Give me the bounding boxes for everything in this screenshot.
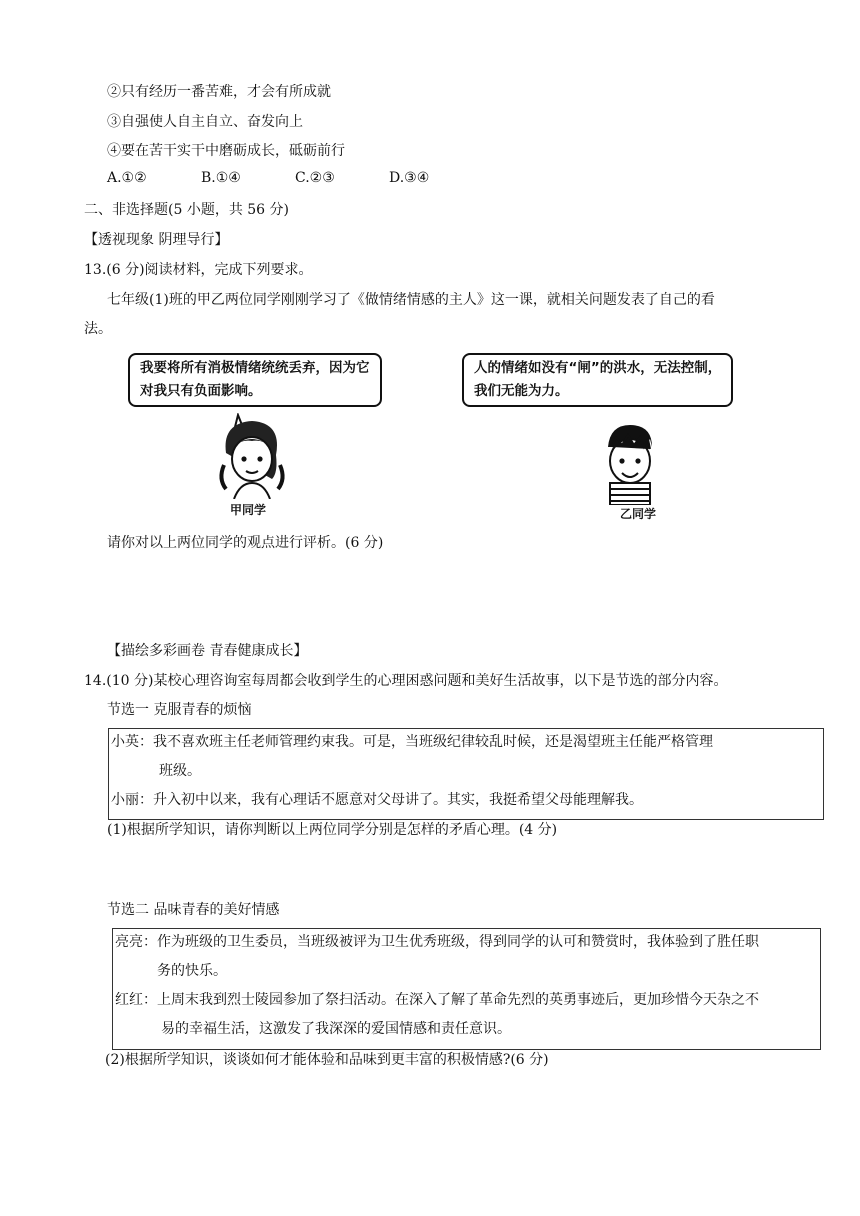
girl-figure-icon — [212, 413, 292, 499]
option-d: D.③④ — [389, 170, 430, 186]
caption-a: 甲同学 — [230, 503, 267, 517]
bubble-b-line1: 人的情绪如没有“闸”的洪水，无法控制， — [474, 360, 722, 376]
q13-question: 请你对以上两位同学的观点进行评析。(6 分) — [107, 535, 384, 551]
box2-line3: 红红：上周末我到烈士陵园参加了祭扫活动。在深入了解了革命先烈的英勇事迹后，更加珍惜今天杂之不 — [115, 992, 759, 1008]
bubble-b-line2: 我们无能为力。 — [474, 383, 569, 399]
q14-sub2: (2)根据所学知识，谈谈如何才能体验和品味到更丰富的积极情感?(6 分) — [105, 1052, 549, 1068]
box2-line1: 亮亮：作为班级的卫生委员，当班级被评为卫生优秀班级，得到同学的认可和赞赏时，我体验到了胜任职 — [115, 934, 759, 950]
boy-figure-icon — [590, 417, 670, 505]
q13-material-line1: 七年级(1)班的甲乙两位同学刚刚学习了《做情绪情感的主人》这一课，就相关问题发表了自己的看 — [107, 292, 715, 308]
option-a: A.①② — [107, 170, 147, 186]
q14-sub1: (1)根据所学知识，请你判断以上两位同学分别是怎样的矛盾心理。(4 分) — [107, 822, 558, 838]
excerpt1-title: 节选一 克服青春的烦恼 — [107, 702, 252, 718]
q12-item-4: ④要在苦干实干中磨砺成长，砥砺前行 — [107, 143, 345, 159]
box1-line3: 小丽：升入初中以来，我有心理话不愿意对父母讲了。其实，我挺希望父母能理解我。 — [111, 792, 643, 808]
speech-bubble-a — [128, 353, 382, 407]
section-title: 二、非选择题(5 小题，共 56 分) — [84, 202, 289, 218]
option-b: B.①④ — [201, 170, 241, 186]
bubble-a-line2: 对我只有负面影响。 — [140, 383, 262, 399]
q12-item-2: ②只有经历一番苦难，才会有所成就 — [107, 84, 331, 100]
speech-bubble-b — [462, 353, 733, 407]
excerpt2-box — [112, 928, 821, 1050]
box2-line2: 务的快乐。 — [157, 963, 227, 979]
part2-heading: 【描绘多彩画卷 青春健康成长】 — [107, 643, 308, 659]
part1-heading: 【透视现象 阴理导行】 — [84, 232, 229, 248]
option-c: C.②③ — [295, 170, 335, 186]
q12-options — [107, 170, 483, 186]
box1-line1: 小英：我不喜欢班主任老师管理约束我。可是，当班级纪律较乱时候，还是渴望班主任能严格管理 — [111, 734, 713, 750]
excerpt1-box — [108, 728, 824, 820]
q14-stem: 14.(10 分)某校心理咨询室每周都会收到学生的心理困惑问题和美好生活故事，以下是节选的部分内容。 — [84, 673, 728, 689]
caption-b: 乙同学 — [620, 507, 657, 521]
box1-line2: 班级。 — [159, 763, 201, 779]
q13-material-line2: 法。 — [84, 321, 112, 337]
q12-item-3: ③自强使人自主自立、奋发向上 — [107, 114, 303, 130]
bubble-a-line1: 我要将所有消极情绪统统丢弃，因为它 — [140, 360, 370, 376]
excerpt2-title: 节选二 品味青春的美好情感 — [107, 902, 280, 918]
q13-stem: 13.(6 分)阅读材料，完成下列要求。 — [84, 262, 313, 278]
box2-line4: 易的幸福生活，这激发了我深深的爱国情感和责任意识。 — [161, 1021, 511, 1037]
cartoon-illustration — [120, 345, 780, 525]
